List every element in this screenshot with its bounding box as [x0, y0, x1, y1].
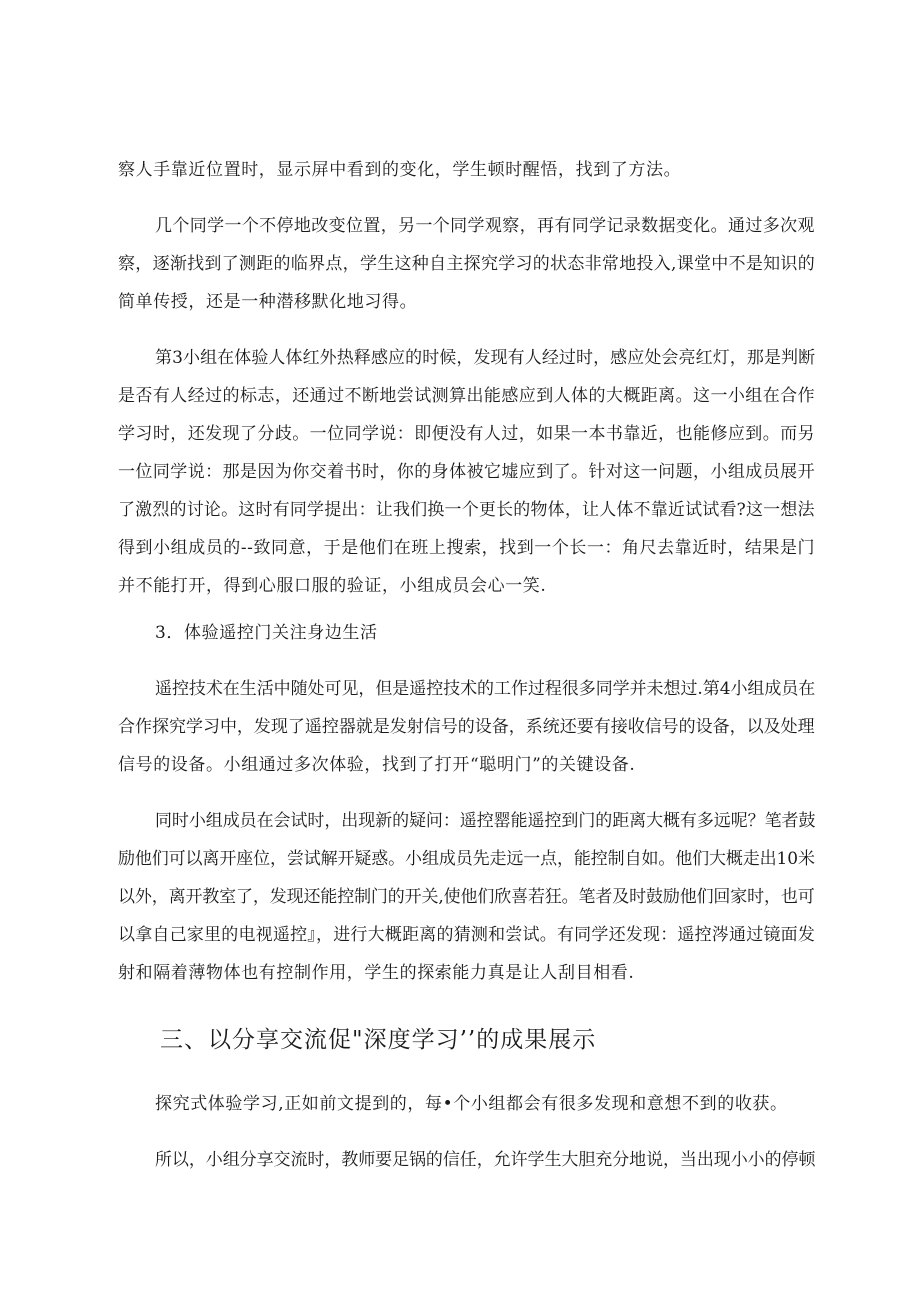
paragraph-line: 合作探究学习中，发现了遥控器就是发射信号的设备，系统还要有接收信号的设备，以及处理 [118, 717, 815, 737]
section-heading: 三、以分享交流促"深度学习’’的成果展示 [160, 1027, 597, 1053]
paragraph-line: 几个同学一个不停地改变位置，另一个同学观察，再有同学记录数据变化。通过多次观 [155, 216, 815, 236]
paragraph-line: 同时小组成员在会试时，出现新的疑问：遥控罂能遥控到门的距离大概有多远呢？笔者鼓 [155, 811, 816, 831]
paragraph-line: 并不能打开，得到心服口服的验证，小组成员会心一笑. [118, 576, 547, 596]
paragraph-line: 以拿自己家里的电视遥控』，进行大概距离的猜测和尝试。有同学还发现：遥控涔通过镜面发 [118, 925, 816, 945]
paragraph-line: 察，逐渐找到了测距的临界点，学生这种自主探究学习的状态非常地投入,课堂中不是知识的 [118, 254, 816, 274]
paragraph-line: 一位同学说：那是因为你交着书时，你的身体被它墟应到了。针对这一问题，小组成员展开 [118, 462, 815, 482]
paragraph-line: 探究式体验学习,正如前文提到的，每•个小组都会有很多发现和意想不到的收获。 [155, 1094, 788, 1114]
paragraph-line: 所以，小组分享交流时，教师要足锅的信任，允许学生大胆充分地说，当出现小小的停顿 [155, 1150, 816, 1170]
paragraph-line: 简单传授，还是一种潜移默化地习得。 [118, 292, 418, 312]
paragraph-line: 察人手靠近位置时，显示屏中看到的变化，学生顿时醒悟，找到了方法。 [118, 160, 682, 180]
paragraph-line: 信号的设备。小组通过多次体验，找到了打开“聪明门”的关键设备. [118, 755, 636, 775]
paragraph-line: 是否有人经过的标志，还通过不断地尝试测算出能感应到人体的大概距离。这一小组在合作 [118, 386, 815, 406]
subsection-heading: 3．体验遥控门关注身边生活 [155, 623, 378, 643]
paragraph-line: 励他们可以离开座位，尝试解开疑惑。小组成员先走远一点，能控制自如。他们大概走出10米 [118, 849, 815, 869]
paragraph-line: 学习时，还发现了分歧。一位同学说：即便没有人过，如果一本书靠近，也能修应到。而另 [118, 424, 815, 444]
paragraph-line: 射和隔着薄物体也有控制作用，学生的探索能力真是让人刮目相看. [118, 963, 635, 983]
paragraph-line: 以外，离开教室了，发现还能控制门的开关,使他们欣喜若狂。笔者及时鼓励他们回家时，也可 [118, 887, 815, 907]
paragraph-line: 得到小组成员的--致同意，于是他们在班上搜索，找到一个长一：角尺去靠近时，结果是门 [118, 538, 816, 558]
paragraph-line: 第3小组在体验人体红外热释感应的时候，发现有人经过时，感应处会亮红灯，那是判断 [155, 348, 816, 368]
paragraph-line: 了激烈的讨论。这时有同学提出：让我们换一个更长的物体，让人体不靠近试试看?这一想法 [118, 500, 815, 520]
paragraph-line: 遥控技术在生活中随处可见，但是遥控技术的工作过程很多同学并未想过.第4小组成员在 [155, 679, 816, 699]
